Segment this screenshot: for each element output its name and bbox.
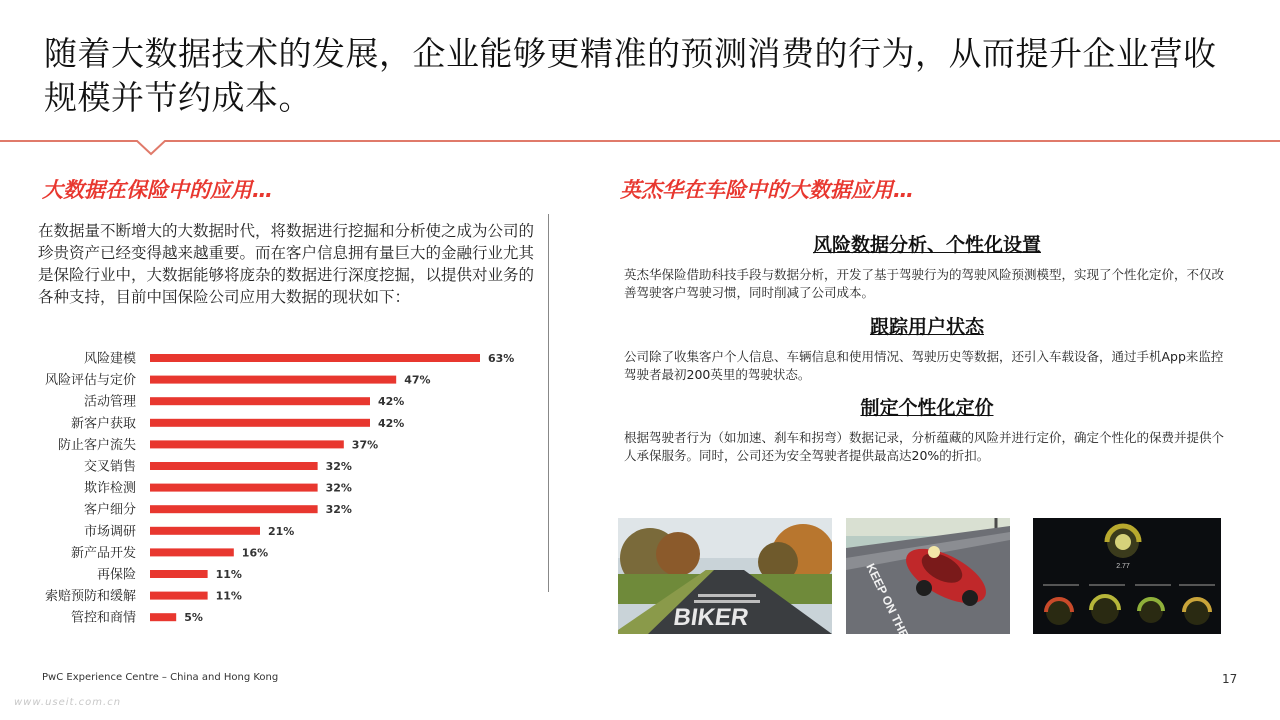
dashboard-score: 2.77	[1116, 563, 1130, 570]
value-label: 5%	[184, 611, 203, 625]
block-text-pricing: 根据驾驶者行为（如加速、刹车和拐弯）数据记录，分析蕴藏的风险并进行定价，确定个性化的保费并提供个人承保服务。同时，公司还为安全驾驶者提供最高达20%的折扣。	[624, 430, 1225, 463]
value-label: 32%	[325, 460, 352, 473]
bar	[150, 527, 260, 535]
divider-notch	[136, 140, 166, 156]
safe-driving-illustration	[846, 518, 1010, 634]
value-label: 16%	[241, 546, 269, 560]
title-divider	[0, 140, 1280, 142]
value-label: 21%	[268, 524, 295, 538]
right-section-heading: 英杰华在车险中的大数据应用…	[620, 178, 914, 202]
category-label: 新产品开发	[70, 545, 136, 561]
value-label: 11%	[215, 589, 242, 603]
value-label: 47%	[404, 373, 431, 387]
bar	[150, 440, 344, 448]
category-label: 市场调研	[83, 524, 136, 540]
road-photo	[618, 518, 832, 634]
bar	[150, 462, 318, 470]
category-label: 再保险	[96, 567, 136, 583]
block-title-pricing: 制定个性化定价	[860, 397, 994, 419]
value-label: 63%	[488, 352, 515, 365]
value-label: 32%	[325, 503, 352, 517]
intro-paragraph: 在数据量不断增大的大数据时代，将数据进行挖掘和分析使之成为公司的珍贵资产已经变得越来越重要。而在客户信息拥有量巨大的金融行业尤其是保险行业中，大数据能够将庞杂的数据进行深度挖掘，以提供对业务的各种支持，目前中国保险公司应用大数据的现状如下：	[38, 222, 535, 306]
bar	[150, 505, 318, 513]
category-label: 活动管理	[83, 394, 136, 410]
category-label: 风险评估与定价	[44, 373, 136, 389]
category-label: 交叉销售	[83, 459, 136, 475]
block-title-user-tracking: 跟踪用户状态	[869, 316, 984, 338]
category-label: 新客户获取	[70, 416, 136, 432]
category-label: 客户细分	[83, 502, 136, 518]
block-text-risk-analysis: 英杰华保险借助科技手段与数据分析，开发了基于驾驶行为的驾驶风险预测模型，实现了个性化定价，不仅改善驾驶客户驾驶习惯，同时削减了公司成本。	[624, 267, 1225, 300]
category-label: 管控和商情	[70, 610, 136, 626]
value-label: 32%	[325, 481, 352, 495]
bar	[150, 397, 370, 405]
category-label: 索赔预防和缓解	[44, 589, 136, 605]
value-label: 11%	[215, 568, 242, 581]
category-label: 防止客户流失	[57, 437, 136, 453]
bar	[150, 419, 370, 427]
value-label: 37%	[351, 438, 379, 452]
bar	[150, 592, 208, 600]
bar	[150, 484, 318, 492]
page-number: 17	[1222, 672, 1238, 686]
left-section-heading: 大数据在保险中的应用…	[42, 178, 273, 202]
footer-source: PwC Experience Centre – China and Hong Kong	[42, 672, 279, 683]
bar	[150, 570, 208, 578]
bar	[150, 613, 176, 621]
bar	[150, 548, 234, 556]
slide-title: 随着大数据技术的发展，企业能够更精准的预测消费的行为，从而提升企业营收规模并节约成本。	[44, 34, 1217, 117]
block-text-user-tracking: 公司除了收集客户个人信息、车辆信息和使用情况、驾驶历史等数据，还引入车载设备，通过手机App来监控驾驶者最初200英里的驾驶状态。	[624, 349, 1224, 382]
category-label: 风险建模	[83, 351, 136, 367]
value-label: 42%	[378, 416, 405, 430]
watermark: www.useit.com.cn	[14, 697, 122, 708]
value-label: 42%	[378, 395, 405, 409]
bar	[150, 354, 480, 362]
bar	[150, 376, 396, 384]
road-text: BIKER	[671, 604, 751, 631]
insurance-bigdata-bar-chart	[0, 344, 560, 634]
category-label: 欺诈检测	[83, 481, 136, 497]
block-title-risk-analysis: 风险数据分析、个性化设置	[812, 234, 1041, 256]
driving-score-dashboard	[1033, 518, 1221, 634]
